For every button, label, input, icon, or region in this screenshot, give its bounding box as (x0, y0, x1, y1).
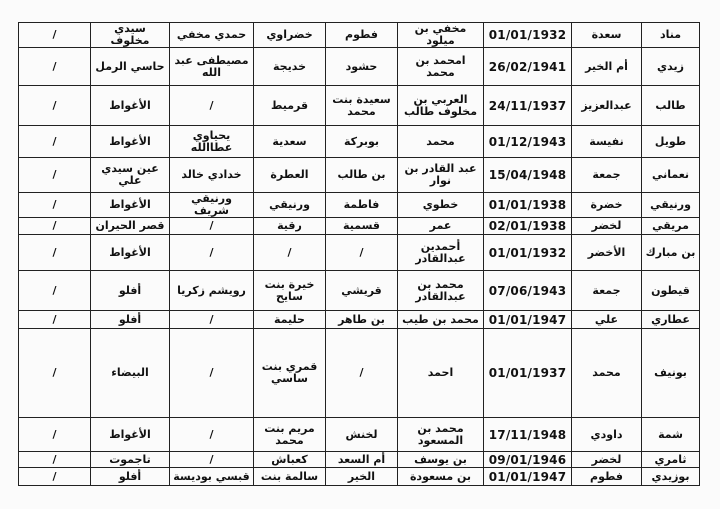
cell-marker: / (19, 468, 91, 486)
cell-spouse-name: / (170, 235, 254, 271)
cell-birth-place: قصر الحيران (91, 218, 170, 235)
cell-mother-surname: لخنش (326, 418, 398, 452)
cell-birth-date: 01/01/1947 (484, 468, 572, 486)
cell-surname: عطاري (642, 311, 700, 329)
cell-father-name: امحمد بن محمد (398, 48, 484, 86)
cell-mother-surname: / (326, 329, 398, 418)
records-table (18, 22, 700, 486)
cell-mother-name: مريم بنت محمد (254, 418, 326, 452)
table-body (19, 23, 700, 486)
cell-mother-name: ورنيقي (254, 193, 326, 218)
cell-father-name: خطوي (398, 193, 484, 218)
cell-father-name: عمر (398, 218, 484, 235)
cell-father-name: مخفي بن ميلود (398, 23, 484, 48)
cell-first-name: لخضر (572, 218, 642, 235)
cell-birth-date: 01/01/1937 (484, 329, 572, 418)
cell-surname: زيدي (642, 48, 700, 86)
table-row (19, 271, 700, 311)
cell-first-name: علي (572, 311, 642, 329)
cell-first-name: محمد (572, 329, 642, 418)
cell-birth-place: أفلو (91, 271, 170, 311)
cell-birth-date: 01/01/1938 (484, 193, 572, 218)
cell-first-name: نفيسة (572, 126, 642, 158)
table-row (19, 235, 700, 271)
cell-birth-date: 09/01/1946 (484, 452, 572, 468)
cell-birth-date: 01/01/1932 (484, 23, 572, 48)
cell-mother-surname: سعيدة بنت محمد (326, 86, 398, 126)
cell-first-name: لخضر (572, 452, 642, 468)
cell-first-name: داودي (572, 418, 642, 452)
cell-father-name: عبد القادر بن نوار (398, 158, 484, 193)
cell-birth-date: 01/01/1932 (484, 235, 572, 271)
cell-surname: ثامري (642, 452, 700, 468)
cell-mother-name: سالمة بنت (254, 468, 326, 486)
table-row (19, 218, 700, 235)
cell-marker: / (19, 126, 91, 158)
cell-mother-surname: / (326, 235, 398, 271)
cell-mother-name: قمري بنت ساسي (254, 329, 326, 418)
cell-spouse-name: / (170, 452, 254, 468)
cell-father-name: احمد (398, 329, 484, 418)
cell-first-name: سعدة (572, 23, 642, 48)
cell-spouse-name: / (170, 418, 254, 452)
table-row (19, 23, 700, 48)
cell-first-name: عبدالعزيز (572, 86, 642, 126)
cell-mother-name: كعباش (254, 452, 326, 468)
cell-surname: مريقي (642, 218, 700, 235)
cell-marker: / (19, 193, 91, 218)
cell-mother-surname: الخير (326, 468, 398, 486)
cell-birth-place: أفلو (91, 468, 170, 486)
cell-marker: / (19, 329, 91, 418)
cell-first-name: جمعة (572, 158, 642, 193)
cell-birth-place: الأغواط (91, 86, 170, 126)
cell-spouse-name: / (170, 329, 254, 418)
cell-surname: بونيف (642, 329, 700, 418)
cell-birth-place: الأغواط (91, 418, 170, 452)
cell-spouse-name: رويشم زكريا (170, 271, 254, 311)
cell-father-name: محمد بن طيب (398, 311, 484, 329)
table-row (19, 329, 700, 418)
cell-father-name: أحمدين عبدالقادر (398, 235, 484, 271)
cell-marker: / (19, 48, 91, 86)
cell-marker: / (19, 235, 91, 271)
cell-mother-name: سعدية (254, 126, 326, 158)
cell-spouse-name: حمدي مخفي (170, 23, 254, 48)
cell-mother-surname: بوبركة (326, 126, 398, 158)
cell-mother-name: خديجة (254, 48, 326, 86)
cell-mother-surname: حشود (326, 48, 398, 86)
cell-marker: / (19, 218, 91, 235)
cell-spouse-name: / (170, 218, 254, 235)
cell-birth-place: حاسي الرمل (91, 48, 170, 86)
cell-first-name: خضرة (572, 193, 642, 218)
cell-spouse-name: / (170, 86, 254, 126)
cell-surname: ورنيقي (642, 193, 700, 218)
table-row (19, 452, 700, 468)
table-row (19, 48, 700, 86)
cell-mother-name: العطرة (254, 158, 326, 193)
table-row (19, 193, 700, 218)
cell-marker: / (19, 311, 91, 329)
cell-birth-date: 24/11/1937 (484, 86, 572, 126)
cell-mother-name: خضراوي (254, 23, 326, 48)
table-row (19, 311, 700, 329)
cell-surname: طويل (642, 126, 700, 158)
cell-birth-place: تاجموت (91, 452, 170, 468)
cell-birth-date: 01/01/1947 (484, 311, 572, 329)
cell-mother-surname: بن طالب (326, 158, 398, 193)
cell-father-name: العربي بن مخلوف طالب (398, 86, 484, 126)
table-row (19, 126, 700, 158)
cell-spouse-name: مصيطفى عبد الله (170, 48, 254, 86)
cell-birth-date: 01/12/1943 (484, 126, 572, 158)
cell-mother-surname: فطوم (326, 23, 398, 48)
cell-first-name: الأخضر (572, 235, 642, 271)
cell-father-name: محمد بن المسعود (398, 418, 484, 452)
cell-birth-date: 02/01/1938 (484, 218, 572, 235)
table-row (19, 418, 700, 452)
cell-birth-place: الأغواط (91, 235, 170, 271)
cell-birth-place: الأغواط (91, 193, 170, 218)
cell-mother-name: قرميط (254, 86, 326, 126)
cell-spouse-name: خدادي خالد (170, 158, 254, 193)
table-row (19, 86, 700, 126)
cell-birth-place: أفلو (91, 311, 170, 329)
cell-spouse-name: قبسي بوديسة (170, 468, 254, 486)
cell-first-name: فطوم (572, 468, 642, 486)
cell-spouse-name: ورنيقي شريف (170, 193, 254, 218)
cell-marker: / (19, 23, 91, 48)
cell-birth-date: 15/04/1948 (484, 158, 572, 193)
cell-surname: مناد (642, 23, 700, 48)
cell-mother-name: / (254, 235, 326, 271)
cell-mother-name: رقية (254, 218, 326, 235)
cell-surname: نعماني (642, 158, 700, 193)
cell-father-name: محمد بن عبدالقادر (398, 271, 484, 311)
cell-marker: / (19, 452, 91, 468)
cell-mother-surname: بن طاهر (326, 311, 398, 329)
cell-mother-surname: أم السعد (326, 452, 398, 468)
cell-father-name: بن مسعودة (398, 468, 484, 486)
cell-marker: / (19, 271, 91, 311)
cell-birth-date: 17/11/1948 (484, 418, 572, 452)
cell-birth-place: الأغواط (91, 126, 170, 158)
cell-birth-place: البيضاء (91, 329, 170, 418)
cell-father-name: بن يوسف (398, 452, 484, 468)
cell-first-name: جمعة (572, 271, 642, 311)
cell-marker: / (19, 418, 91, 452)
cell-surname: بوزيدي (642, 468, 700, 486)
cell-birth-date: 07/06/1943 (484, 271, 572, 311)
cell-surname: طالب (642, 86, 700, 126)
cell-father-name: محمد (398, 126, 484, 158)
cell-surname: بن مبارك (642, 235, 700, 271)
cell-spouse-name: / (170, 311, 254, 329)
cell-mother-surname: فاطمة (326, 193, 398, 218)
cropped-top-edge (0, 0, 720, 22)
cell-marker: / (19, 158, 91, 193)
cell-mother-surname: قريشي (326, 271, 398, 311)
cell-first-name: أم الخير (572, 48, 642, 86)
cell-mother-name: حليمة (254, 311, 326, 329)
cell-surname: شمة (642, 418, 700, 452)
cell-birth-place: عين سيدي علي (91, 158, 170, 193)
cell-marker: / (19, 86, 91, 126)
cell-mother-name: خيرة بنت سايح (254, 271, 326, 311)
cell-birth-date: 26/02/1941 (484, 48, 572, 86)
table-row (19, 158, 700, 193)
cell-mother-surname: قسمية (326, 218, 398, 235)
cell-surname: قيطون (642, 271, 700, 311)
table-row (19, 468, 700, 486)
cell-birth-place: سيدي مخلوف (91, 23, 170, 48)
cell-spouse-name: يحياوي عطاالله (170, 126, 254, 158)
